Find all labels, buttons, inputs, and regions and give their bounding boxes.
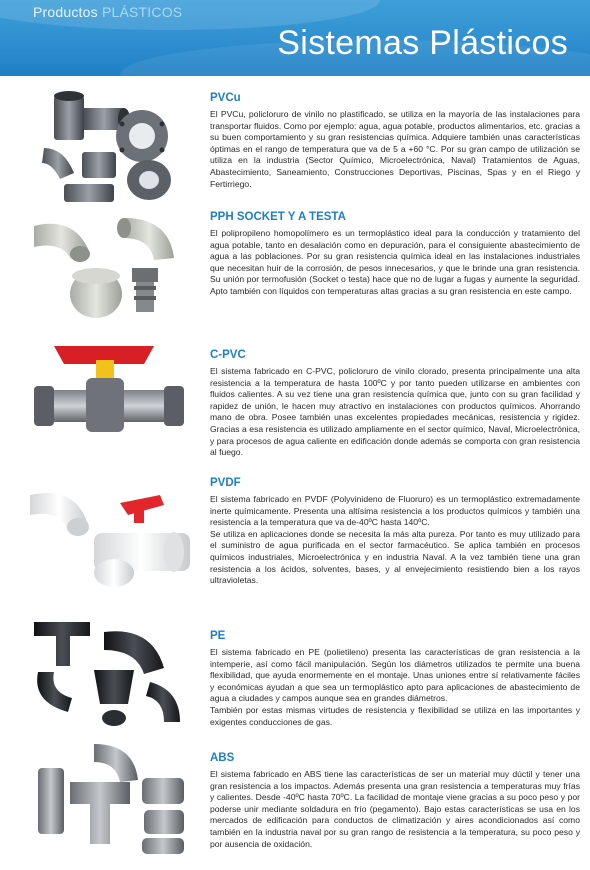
section-title: PVDF	[210, 477, 241, 489]
section-body: El sistema fabricado en C-PVC, policloruro de vinilo clorado, presenta principalmente una alta resistencia a la temperatura de hasta 100ºC y por tanto pueden utilizarse en ambientes con fluidos calientes. A su vez tiene una gran resistencia química que, junto con su gran facilidad y rapidez de unión, le hacen muy atractivo en instalaciones con productos químicos. Ahorrando mano de obra. Posee también unas excelentes propiedades mecánicas, resistencia y rigidez. Gracias a esa resistencia es utilizado ampliamente en el sector químico, Naval, Microelectrónica, y para procesos de agua caliente en edificación donde además se comporta con gran resistencia al fuego.	[210, 366, 580, 458]
section-body: El sistema fabricado en ABS tiene las características de ser un material muy dúctil y tener una gran resistencia a los impactos. Además presenta una gran resistencia a temperaturas muy frías y calientes. Desde -40ºC hasta 70ºC. La facilidad de montaje viene gracias a su poco peso y por poderse unir mediante soldadura en frío (pegamento). Bajo estas características se usa en los mercados de edificación para conductos de climatización y aires acondicionados así como también en la industria naval por su gran rango de resistencia a la temperatura, su poco peso y por ausencia de oxidación.	[210, 769, 580, 849]
abs-fittings-image	[24, 738, 194, 858]
pvdf-fittings-image	[24, 475, 194, 595]
section-body: El sistema fabricado en PVDF (Polyvinideno de Fluoruro) es un termoplástico extremadamente inerte químicamente. Presenta una altísima resistencia a los productos químicos y también una resistencia a la temperatura que va de-40ºC hasta 140ºC. Se utiliza en aplicaciones donde se necesita la más alta pureza. Por tanto es muy utilizado para el suministro de agua purificada en el sector farmacéutico. Se aplica también en procesos químicos industriales, Microelectrónica y en industria Naval. A la vez también tiene una gran resistencia a los ácidos, solventes, bases, y al envejecimiento resistiendo bien a los rayos ultravioletas.	[210, 494, 580, 586]
section-title: C-PVC	[210, 349, 246, 361]
page-title: Sistemas Plásticos	[277, 24, 568, 62]
section-title: PPH SOCKET Y A TESTA	[210, 211, 346, 223]
cpvc-valve-image	[24, 334, 194, 454]
pe-fittings-image	[24, 612, 194, 732]
page-header	[0, 0, 590, 76]
kicker-accent: PLÁSTICOS	[101, 4, 183, 20]
pph-fittings-image	[24, 206, 194, 326]
section-body: El sistema fabricado en PE (polietileno) presenta las características de gran resistencia a la intemperie, así como fácil manipulación. Según los diámetros utilizados te permite una buena flexibilidad, que ayuda enormemente en el montaje. Unas uniones entre sí relativamente fáciles y económicas ayudan a que sea un termoplástico apto para aplicaciones de abastecimiento de agua a ciudades y campos aunque sea en grandes diámetros. También por estas mismas virtudes de resistencia y flexibilidad se utiliza en las importantes y exigentes conducciones de gas.	[210, 647, 580, 727]
header-kicker	[33, 4, 182, 20]
kicker-main: Productos	[33, 4, 102, 20]
section-body: El polipropileno homopolímero es un termoplástico ideal para la conducción y tratamiento del agua potable, tanto en desalación como en depuración, para el consiguiente abastecimiento de agua a las poblaciones. Por su gran resistencia química ideal en las instalaciones industriales que necesitan huir de la corrosión, de pesos innecesarios, y que le brinde una gran resistencia. Su unión por termofusión (Socket o testa) hace que no de lugar a fugas y aumente la seguridad. Apto también con líquidos con temperaturas altas gracias a su gran resistencia en este campo.	[210, 228, 580, 296]
section-body: El PVCu, policloruro de vinilo no plastificado, se utiliza en la mayoría de las instalaciones para transportar fluidos. Como por ejemplo: agua, agua potable, productos alimentarios, etc. gracias a su buen comportamiento y su gran resistencias química. Adquiere también unas características óptimas en el rango de temperatura que va de 5 a +60 °C. Por su gran campo de utilización se utiliza en la industria (Sector Químico, Microelectrónica, Naval) Tratamientos de Aguas, Abastecimiento, Saneamiento, Construcciones Deportivas, Piscinas, Spas y en el Riego y Fertirriego.	[210, 109, 580, 189]
section-title: PVCu	[210, 92, 241, 104]
section-title: PE	[210, 630, 226, 642]
pvc-fittings-image	[24, 88, 194, 208]
section-title: ABS	[210, 752, 235, 764]
